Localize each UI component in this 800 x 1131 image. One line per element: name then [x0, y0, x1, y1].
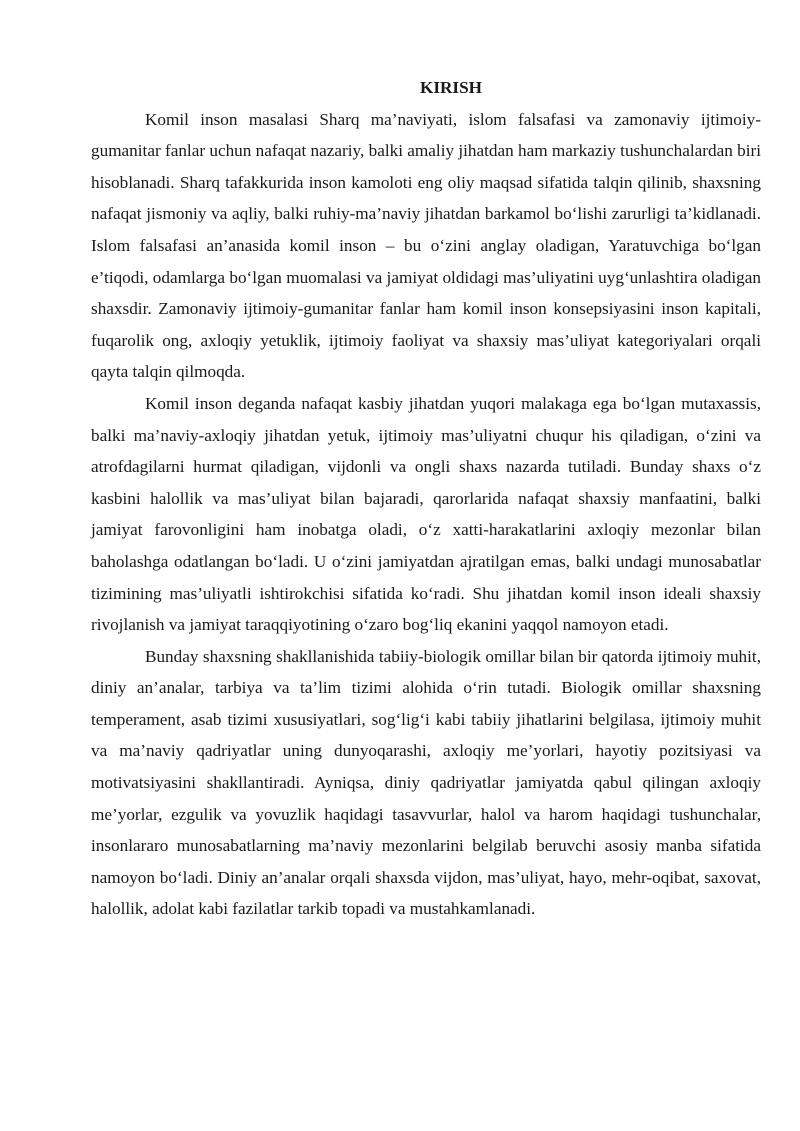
- section-title: KIRISH: [419, 78, 483, 97]
- paragraph-1: Komil inson masalasi Sharq ma’naviyati, islom falsafasi va zamonaviy ijtimoiy-gumanitar fanlar uchun nafaqat nazariy, balki amaliy jihatdan ham markaziy tushunchalardan biri hisoblanadi. Sharq tafakkurida inson kamoloti eng oliy maqsad sifatida talqin qilinib, shaxsning nafaqat jismoniy va aqliy, balki ruhiy-ma’naviy jihatdan barkamol bo‘lishi zarurligi ta’kidlanadi. Islom falsafasi an’anasida komil inson – bu o‘zini anglay oladigan, Yaratuvchiga bo‘lgan e’tiqodi, odamlarga bo‘lgan muomalasi va jamiyat oldidagi mas’uliyatini uyg‘unlashtira oladigan shaxsdir. Zamonaviy ijtimoiy-gumanitar fanlar ham komil inson konsepsiyasini inson kapitali, fuqarolik ong, axloqiy yetuklik, ijtimoiy faoliyat va shaxsiy mas’uliyat kategoriyalari orqali qayta talqin qilmoqda.: [91, 109, 761, 382]
- paragraph-2: Komil inson deganda nafaqat kasbiy jihatdan yuqori malakaga ega bo‘lgan mutaxassis, balki ma’naviy-axloqiy jihatdan yetuk, ijtimoiy mas’uliyatni chuqur his qiladigan, o‘zini va atrofdagilarni hurmat qiladigan, vijdonli va ongli shaxs nazarda tutiladi. Bunday shaxs o‘z kasbini halollik va mas’uliyat bilan bajaradi, qarorlarida nafaqat shaxsiy manfaatini, balki jamiyat farovonligini ham inobatga oladi, o‘z xatti-harakatlarini axloqiy mezonlar bilan baholashga odatlangan bo‘ladi. U o‘zini jamiyatdan ajratilgan emas, balki undagi munosabatlar tizimining mas’uliyatli ishtirokchisi sifatida ko‘radi. Shu jihatdan komil inson ideali shaxsiy rivojlanish va jamiyat taraqqiyotining o‘zaro bog‘liq ekanini yaqqol namoyon etadi.: [91, 393, 761, 635]
- paragraph-3: Bunday shaxsning shakllanishida tabiiy-biologik omillar bilan bir qatorda ijtimoiy muhit, diniy an’analar, tarbiya va ta’lim tizimi alohida o‘rin tutadi. Biologik omillar shaxsning temperament, asab tizimi xususiyatlari, sog‘lig‘i kabi tabiiy jihatlarini belgilasa, ijtimoiy muhit va ma’naviy qadriyatlar uning dunyoqarashi, axloqiy me’yorlari, hayotiy pozitsiyasi va motivatsiyasini shakllantiradi. Ayniqsa, diniy qadriyatlar jamiyatda qabul qilingan axloqiy me’yorlar, ezgulik va yovuzlik haqidagi tasavvurlar, halol va harom haqidagi tushunchalar, insonlararo munosabatlarning ma’naviy mezonlarini belgilab beruvchi asosiy manba sifatida namoyon bo‘ladi. Diniy an’analar orqali shaxsda vijdon, mas’uliyat, hayo, mehr-oqibat, saxovat, halollik, adolat kabi fazilatlar tarkib topadi va mustahkamlanadi.: [91, 646, 761, 919]
- document-body: [91, 72, 761, 925]
